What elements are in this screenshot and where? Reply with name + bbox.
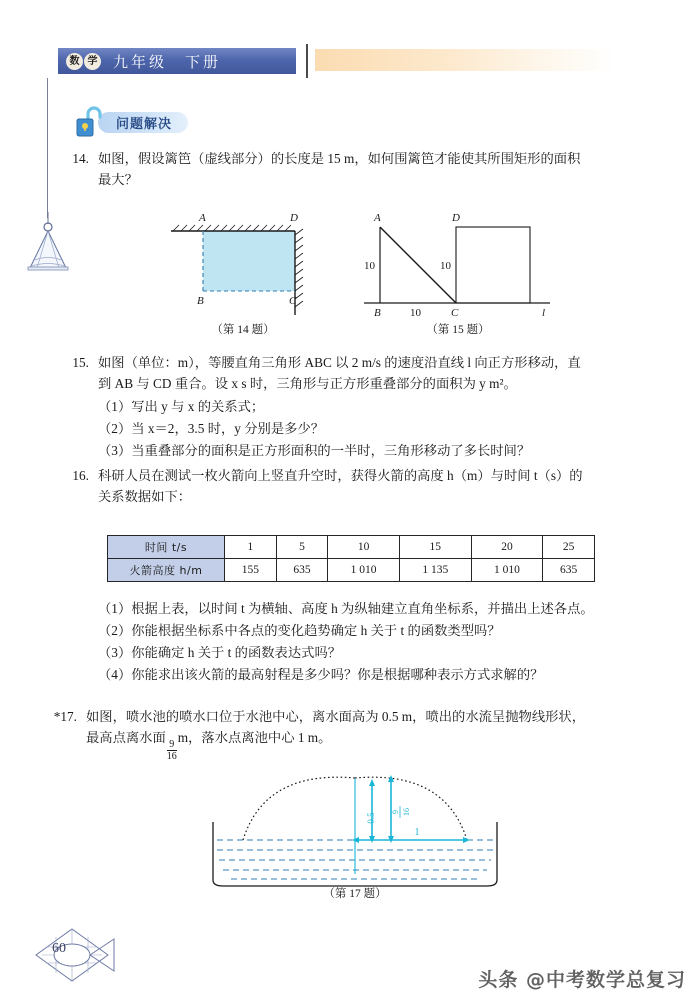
table-cell-height-0: 155 xyxy=(225,559,277,582)
problem-16-body xyxy=(98,465,638,507)
svg-text:1: 1 xyxy=(414,827,420,838)
table-cell-height-2: 1 010 xyxy=(328,559,400,582)
table-cell-time-5: 25 xyxy=(543,536,595,559)
table-rowhead-height: 火箭高度 h/m xyxy=(108,559,225,582)
problem-17-number: *17. xyxy=(53,709,77,724)
svg-text:10: 10 xyxy=(364,260,375,272)
table-cell-time-3: 15 xyxy=(399,536,471,559)
problem-16 xyxy=(58,465,638,507)
table-rowhead-time: 时间 t/s xyxy=(108,536,225,559)
problem-16-line2: 关系数据如下： xyxy=(98,489,192,504)
problem-14-body xyxy=(98,148,638,190)
problem-16-line1: 科研人员在测试一枚火箭向上竖直升空时，获得火箭的高度 h（m）与时间 t（s）的 xyxy=(98,468,583,483)
subject-emblem-icon xyxy=(66,53,101,70)
problem-15-number: 15. xyxy=(72,355,89,370)
problem-17-body xyxy=(86,706,640,762)
problem-14-number: 14. xyxy=(72,151,89,166)
problem-15 xyxy=(58,352,638,394)
fraction-denominator: 16 xyxy=(166,750,177,762)
svg-text:A: A xyxy=(199,212,206,224)
problems-content xyxy=(58,148,638,192)
problem-16-block xyxy=(58,465,638,509)
problem-16-sub-2: （2）你能根据坐标系中各点的变化趋势确定 h 关于 t 的函数类型吗？ xyxy=(98,623,501,638)
problem-17-line2-pre: 最高点离水面 xyxy=(86,730,166,745)
plumb-line-decoration xyxy=(47,78,48,218)
svg-text:C: C xyxy=(451,307,459,319)
problem-17-line2 xyxy=(86,727,640,762)
svg-text:10: 10 xyxy=(410,307,421,319)
svg-text:9: 9 xyxy=(391,810,400,814)
problem-14-line2: 最大？ xyxy=(98,172,138,187)
problem-14-line1: 如图，假设篱笆（虚线部分）的长度是 15 m，如何围篱笆才能使其所围矩形的面积 xyxy=(98,151,581,166)
table-cell-height-5: 635 xyxy=(543,559,595,582)
page-number: 60 xyxy=(52,941,66,956)
svg-text:B: B xyxy=(197,295,204,307)
table-row-time xyxy=(108,536,595,559)
table-cell-time-0: 1 xyxy=(225,536,277,559)
figure-17-caption: （第 17 题） xyxy=(323,888,387,900)
figure-14-diagram xyxy=(163,203,323,321)
problem-15-line1: 如图（单位：m），等腰直角三角形 ABC 以 2 m/s 的速度沿直线 l 向正方形移动，直 xyxy=(98,355,581,370)
problem-15-sub-2: （2）当 x＝2，3.5 时，y 分别是多少？ xyxy=(98,421,325,436)
table-cell-time-2: 10 xyxy=(328,536,400,559)
figure-15-caption: （第 15 题） xyxy=(426,324,490,336)
problem-17-line2-post: m，落水点离池中心 1 m。 xyxy=(177,730,332,745)
page-header xyxy=(58,48,658,76)
problem-14 xyxy=(58,148,638,190)
table-cell-height-3: 1 135 xyxy=(399,559,471,582)
emblem-char-1: 数 xyxy=(66,53,83,70)
rocket-data-table-wrap xyxy=(107,535,595,582)
rocket-data-table xyxy=(107,535,595,582)
problem-16-sub-4: （4）你能求出该火箭的最高射程是多少吗？你是根据哪种表示方式求解的？ xyxy=(98,667,544,682)
figures-row xyxy=(58,203,638,335)
watermark: 头条 @中考数学总复习 xyxy=(478,969,686,991)
problem-17-line1: 如图，喷水池的喷水口位于水池中心，离水面高为 0.5 m，喷出的水流呈抛物线形状， xyxy=(86,709,586,724)
problem-16-sub-1: （1）根据上表，以时间 t 为横轴、高度 h 为纵轴建立直角坐标系，并描出上述各点。 xyxy=(98,601,594,616)
header-accent-bar xyxy=(315,49,615,71)
svg-text:l: l xyxy=(542,307,546,319)
problem-15-sub-1: （1）写出 y 与 x 的关系式； xyxy=(98,399,265,414)
table-cell-height-4: 1 010 xyxy=(471,559,543,582)
svg-text:A: A xyxy=(374,212,381,224)
section-badge xyxy=(74,106,188,138)
problem-17-block xyxy=(46,706,640,764)
header-title: 九年级 下册 xyxy=(113,52,222,71)
svg-text:16: 16 xyxy=(402,808,411,816)
page-number-ornament xyxy=(32,925,152,985)
header-divider xyxy=(306,44,308,78)
figure-15-diagram xyxy=(358,203,558,321)
unlock-icon xyxy=(74,106,104,138)
problem-16-subs xyxy=(58,598,638,686)
figure-14-caption: （第 14 题） xyxy=(211,324,275,336)
svg-text:D: D xyxy=(290,212,298,224)
table-row-height xyxy=(108,559,595,582)
emblem-char-2: 学 xyxy=(84,53,101,70)
fraction-numerator: 9 xyxy=(167,739,177,751)
problem-16-sub-3: （3）你能确定 h 关于 t 的函数表达式吗？ xyxy=(98,645,342,660)
svg-text:C: C xyxy=(289,295,297,307)
fraction-9-16 xyxy=(167,739,177,762)
problem-15-block xyxy=(58,352,638,462)
problem-15-sub-3: （3）当重叠部分的面积是正方形面积的一半时，三角形移动了多长时间？ xyxy=(98,443,531,458)
svg-text:0.5: 0.5 xyxy=(366,812,376,824)
svg-text:D: D xyxy=(452,212,460,224)
section-badge-label: 问题解决 xyxy=(98,112,188,133)
table-cell-time-1: 5 xyxy=(276,536,328,559)
problem-15-body xyxy=(98,352,638,394)
problem-15-line2: 到 AB 与 CD 重合。设 x s 时，三角形与正方形重叠部分的面积为 y m²。 xyxy=(98,376,517,391)
svg-text:B: B xyxy=(374,307,381,319)
header-title-bar xyxy=(58,48,296,74)
problem-17 xyxy=(46,706,640,762)
table-cell-height-1: 635 xyxy=(276,559,328,582)
table-cell-time-4: 20 xyxy=(471,536,543,559)
figure-17-diagram xyxy=(205,762,505,892)
svg-text:10: 10 xyxy=(440,260,451,272)
problem-16-number: 16. xyxy=(72,468,89,483)
